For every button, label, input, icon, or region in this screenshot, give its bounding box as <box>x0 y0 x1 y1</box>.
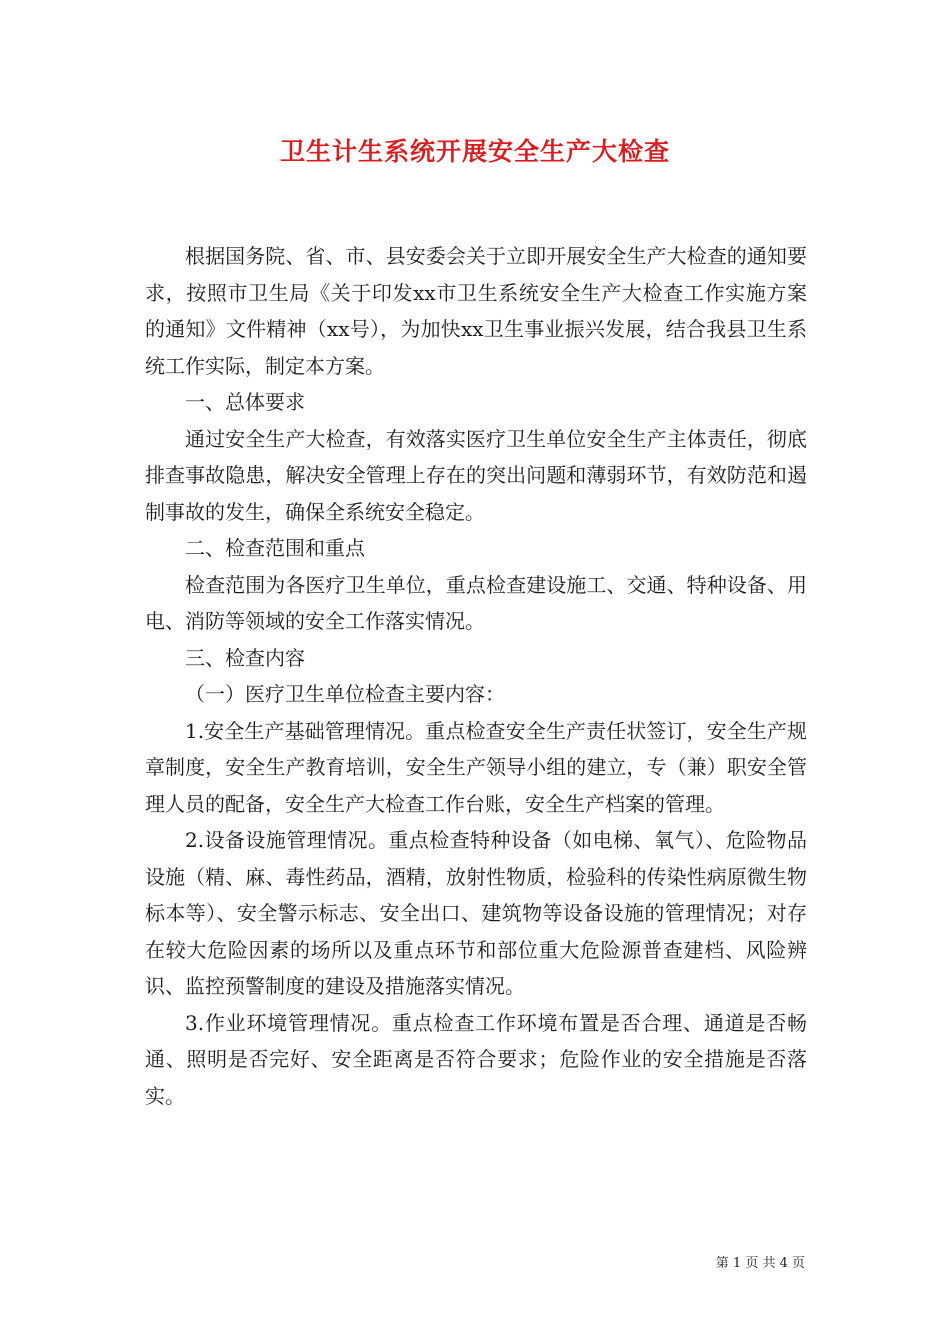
paragraph-scope: 检查范围为各医疗卫生单位，重点检查建设施工、交通、特种设备、用电、消防等领域的安全工作落实情况。 <box>145 572 807 633</box>
paragraph-general-requirements: 通过安全生产大检查，有效落实医疗卫生单位安全生产主体责任，彻底排查事故隐患，解决安全管理上存在的突出问题和薄弱环节，有效防范和遏制事故的发生，确保全系统安全稳定。 <box>145 426 807 524</box>
paragraph-item-1: 1.安全生产基础管理情况。重点检查安全生产责任状签订，安全生产规章制度，安全生产教育培训，安全生产领导小组的建立，专（兼）职安全管理人员的配备，安全生产大检查工作台账，安全生产档案的管理。 <box>145 718 807 816</box>
paragraph-intro: 根据国务院、省、市、县安委会关于立即开展安全生产大检查的通知要求，按照市卫生局《关于印发xx市卫生系统安全生产大检查工作实施方案的通知》文件精神（xx号），为加快xx卫生事业振兴发展，结合我县卫生系统工作实际，制定本方案。 <box>145 244 807 378</box>
document-title: 卫生计生系统开展安全生产大检查 <box>279 137 670 166</box>
heading-general-requirements: 一、总体要求 <box>185 390 305 414</box>
page-number: 第 1 页 共 4 页 <box>715 1256 805 1271</box>
subheading-medical-units: （一）医疗卫生单位检查主要内容： <box>185 682 505 706</box>
paragraph-item-2: 2.设备设施管理情况。重点检查特种设备（如电梯、氧气）、危险物品设施（精、麻、毒性药品，酒精，放射性物质，检验科的传染性病原微生物标本等）、安全警示标志、安全出口、建筑物等设备设施的管理情况；对存在较大危险因素的场所以及重点环节和部位重大危险源普查建档、风险辨识、监控预警制度的建设及措施落实情况。 <box>145 828 807 998</box>
document-body <box>145 238 807 1114</box>
heading-content: 三、检查内容 <box>185 645 305 670</box>
heading-scope: 二、检查范围和重点 <box>185 536 365 560</box>
paragraph-item-3: 3.作业环境管理情况。重点检查工作环境布置是否合理、通道是否畅通、照明是否完好、安全距离是否符合要求；危险作业的安全措施是否落实。 <box>145 1010 807 1108</box>
